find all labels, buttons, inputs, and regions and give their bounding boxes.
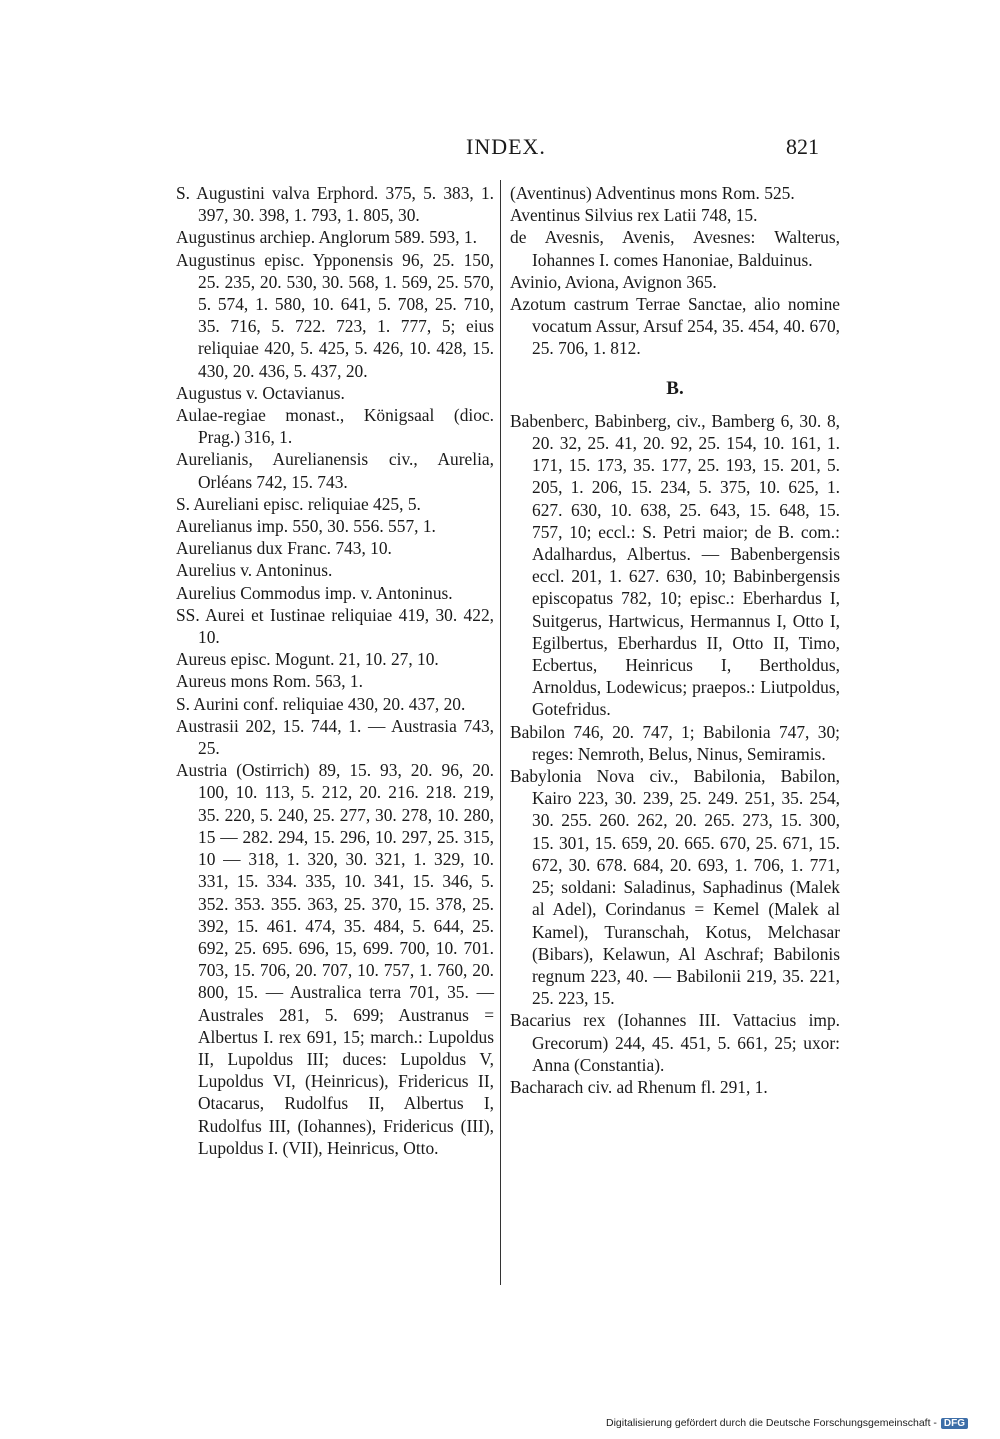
index-entry: Babylonia Nova civ., Babilonia, Babilon, Kairo 223, 30. 239, 25. 249. 251, 35. 254, 30. 255. 260. 262, 20. 265. 273, 15. 300, 15. 301, 15. 659, 20. 665. 670, 25. 671, 15. 672, 30. 678. 684, 20. 693, 1. 706, 1. 771, 25; soldani: Saladinus, Saphadinus (Malek al Adel), Corindanus = Kemel (Malek al Kamel), Turanschah, Kotus, Melchasar (Bibars), Kelawun, Al Aschraf; Babilonis regnum 223, 40. — Babilonii 219, 35. 221, 25. 223, 15. bbox=[510, 766, 840, 1009]
index-entry: Bacharach civ. ad Rhenum fl. 291, 1. bbox=[510, 1076, 768, 1097]
index-entry: Austrasii 202, 15. 744, 1. — Austrasia 743, 25. bbox=[176, 715, 494, 759]
index-entry: Avinio, Aviona, Avignon 365. bbox=[510, 271, 717, 292]
index-entry: S. Aureliani episc. reliquiae 425, 5. bbox=[176, 493, 421, 514]
index-entry: Aureus episc. Mogunt. 21, 10. 27, 10. bbox=[176, 649, 439, 670]
index-entry: Babenberc, Babinberg, civ., Bamberg 6, 30. 8, 20. 32, 25. 41, 20. 92, 25. 154, 10. 161, 1. 171, 15. 173, 35. 177, 25. 193, 15. 201, 5. 205, 1. 206, 15. 234, 5. 375, 10. 625, 1. 627. 630, 10. 638, 25. 643, 15. 648, 15. 757, 10; eccl.: S. Petri maior; de B. com.: Adalhardus, Albertus. — Babenbergensis eccl. 201, 1. 627. 630, 10; Babinbergensis episcopatus 782, 10; episc.: Eberhardus I, Suitgerus, Hartwicus, Hermannus I, Otto I, Egilbertus, Eberhardus II, Otto II, Timo, Ecbertus, Heinricus I, Bertholdus, Arnoldus, Lodewicus; praepos.: Liutpoldus, Gotefridus. bbox=[510, 410, 840, 720]
index-entry: S. Aurini conf. reliquiae 430, 20. 437, 20. bbox=[176, 693, 466, 714]
page-number: 821 bbox=[786, 134, 819, 159]
index-entry: Austria (Ostirrich) 89, 15. 93, 20. 96, 20. 100, 10. 113, 5. 212, 20. 216. 218. 219, 35. 220, 5. 240, 25. 277, 30. 278, 10. 280, 15 — 282. 294, 15. 296, 10. 297, 25. 315, 10 — 318, 1. 320, 30. 321, 1. 329, 10. 331, 15. 334. 335, 10. 341, 15. 346, 5. 352. 353. 355. 363, 25. 370, 15. 378, 25. 392, 15. 461. 474, 35. 484, 5. 644, 25. 692, 25. 695. 696, 15, 699. 700, 10. 701. 703, 15. 706, 20. 707, 10. 757, 1. 760, 20. 800, 15. — Australica terra 701, 35. — Australes 281, 5. 699; Austranus = Albertus I. rex 691, 15; march.: Lupoldus II, Lupoldus III; duces: Lupoldus V, Lupoldus VI, (Heinricus), Fridericus II, Otacarus, Rudolfus II, Albertus I, Rudolfus III, (Iohannes), Fridericus (III), Lupoldus I. (VII), Heinricus, Otto. bbox=[176, 760, 494, 1158]
section-heading: B. bbox=[666, 377, 684, 399]
dfg-logo-icon: DFG bbox=[941, 1418, 968, 1429]
index-entry: Aurelianus imp. 550, 30. 556. 557, 1. bbox=[176, 516, 436, 537]
index-entry: Aurelius v. Antoninus. bbox=[176, 560, 333, 581]
index-entry: Aventinus Silvius rex Latii 748, 15. bbox=[510, 205, 758, 226]
left-column bbox=[176, 182, 494, 1159]
index-entry: Aureus mons Rom. 563, 1. bbox=[176, 671, 363, 692]
index-entry: Augustinus episc. Ypponensis 96, 25. 150, 25. 235, 20. 530, 30. 568, 1. 569, 25. 570, 5. 574, 1. 580, 10. 641, 5. 708, 25. 710, 35. 716, 5. 722. 723, 1. 777, 5; eius reliquiae 420, 5. 425, 5. 426, 10. 428, 15. 430, 20. 436, 5. 437, 20. bbox=[176, 249, 494, 381]
index-entry: Augustinus archiep. Anglorum 589. 593, 1. bbox=[176, 227, 477, 248]
footer-text: Digitalisierung gefördert durch die Deutsche Forschungsgemeinschaft - bbox=[606, 1417, 937, 1429]
index-entry: Azotum castrum Terrae Sanctae, alio nomine vocatum Assur, Arsuf 254, 35. 454, 40. 670, 25. 706, 1. 812. bbox=[510, 294, 840, 359]
index-entry: S. Augustini valva Erphord. 375, 5. 383, 1. 397, 30. 398, 1. 793, 1. 805, 30. bbox=[176, 183, 494, 226]
column-divider bbox=[500, 180, 501, 1285]
index-entry: Aurelianis, Aurelianensis civ., Aurelia, Orléans 742, 15. 743. bbox=[176, 449, 494, 492]
index-entry: de Avesnis, Avenis, Avesnes: Walterus, Iohannes I. comes Hanoniae, Balduinus. bbox=[510, 227, 840, 270]
index-entry: Aurelianus dux Franc. 743, 10. bbox=[176, 538, 392, 559]
index-entry: Aulae-regiae monast., Königsaal (dioc. Prag.) 316, 1. bbox=[176, 405, 494, 448]
right-column bbox=[510, 182, 840, 1098]
digitization-footer bbox=[606, 1417, 968, 1429]
index-entry: Bacarius rex (Iohannes III. Vattacius imp. Grecorum) 244, 45. 451, 5. 661, 25; uxor: Anna (Constantia). bbox=[510, 1010, 840, 1075]
index-entry: SS. Aurei et Iustinae reliquiae 419, 30. 422, 10. bbox=[176, 604, 494, 648]
index-entry: Babilon 746, 20. 747, 1; Babilonia 747, 30; reges: Nemroth, Belus, Ninus, Semiramis. bbox=[510, 721, 840, 764]
index-entry: (Aventinus) Adventinus mons Rom. 525. bbox=[510, 183, 795, 203]
index-entry: Augustus v. Octavianus. bbox=[176, 382, 345, 403]
page-title: INDEX. bbox=[466, 134, 546, 159]
index-entry: Aurelius Commodus imp. v. Antoninus. bbox=[176, 582, 453, 603]
